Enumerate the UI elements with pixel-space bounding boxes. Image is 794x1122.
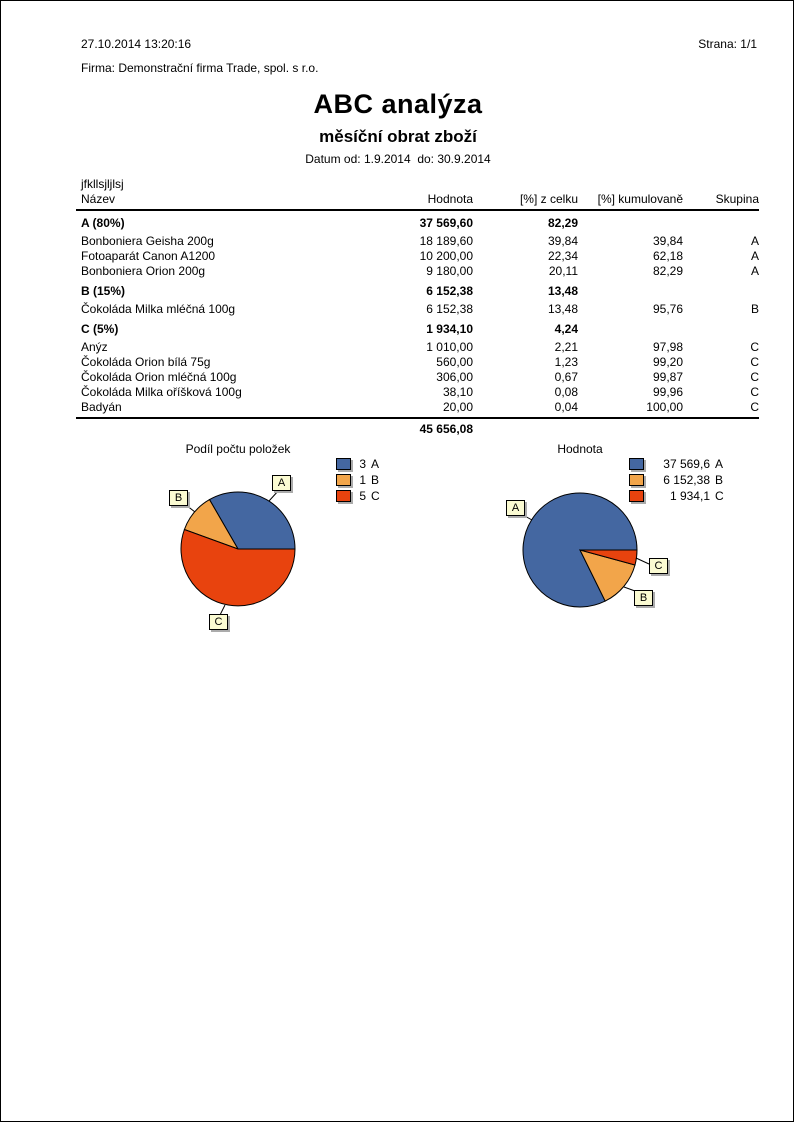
pie-chart-item-count [131,439,441,651]
table-cell: 1 010,00 [426,340,473,354]
chart-title: Podíl počtu položek [185,442,291,456]
pie-chart-canvas [461,439,771,651]
total-value: 45 656,08 [419,422,473,436]
firm-line: Firma: Demonstrační firma Trade, spol. s r.o. [81,61,319,75]
table-cell: 95,76 [652,302,683,316]
report-subtitle: měsíční obrat zboží [319,127,477,146]
table-cell: 100,00 [646,400,683,414]
table-row [76,355,759,370]
legend-swatch [336,458,351,470]
table-row [76,249,759,264]
abc-table [76,177,759,437]
table-cell: C [750,385,759,399]
column-header-nazev: Název [81,192,116,206]
table-cell: Čokoláda Orion bílá 75g [81,355,211,369]
legend-swatch [336,474,351,486]
table-cell: 18 189,60 [419,234,473,248]
table-cell: 38,10 [442,385,473,399]
table-cell: 9 180,00 [426,264,473,278]
report-title: ABC analýza [313,89,483,119]
table-cell: Anýz [81,340,108,354]
callout-label-a: A [272,475,291,491]
table-row [76,302,759,317]
table-cell: 6 152,38 [426,302,473,316]
table-body [76,216,759,415]
table-cell: 10 200,00 [419,249,473,263]
legend-swatch [629,490,644,502]
table-cell: 82,29 [652,264,683,278]
table-row [76,234,759,249]
table-cell: 1,23 [554,355,578,369]
legend-swatch [629,474,644,486]
table-cell: 0,67 [554,370,578,384]
table-cell: 13,48 [547,302,578,316]
callout-line [186,505,195,512]
table-cell: Čokoláda Milka mléčná 100g [81,302,236,316]
legend-value: 1 [359,473,366,487]
callout-label-c: C [649,558,668,574]
table-cell: 560,00 [436,355,473,369]
table-cell: 0,04 [554,400,578,414]
legend-item [629,456,724,472]
column-header-hodnota: Hodnota [427,192,473,206]
table-cell: 37 569,60 [419,216,473,230]
legend-group: C [715,489,724,503]
table-cell: Badyán [81,400,122,414]
table-cell: 97,98 [652,340,683,354]
legend-swatch [629,458,644,470]
table-cell [683,322,759,337]
table-cell: 99,96 [652,385,683,399]
table-cell: C [750,370,759,384]
legend-item [336,488,380,504]
table-cell: 306,00 [436,370,473,384]
table-row [76,385,759,400]
table-cell: 82,29 [547,216,578,230]
table-row [76,264,759,279]
table-cell: Bonboniera Orion 200g [81,264,206,278]
table-row [76,400,759,415]
callout-label-a: A [506,500,525,516]
total-spacer [76,422,366,437]
page-number: Strana: 1/1 [698,37,757,51]
table-cell: 4,24 [554,322,578,336]
callout-label-b: B [634,590,653,606]
report-header [81,37,757,51]
table-cell: 39,84 [652,234,683,248]
table-cell: 2,21 [554,340,578,354]
table-cell: C (5%) [81,322,119,336]
legend-group: A [371,457,380,471]
table-cell: 0,08 [554,385,578,399]
table-cell: 22,34 [547,249,578,263]
table-cell: Čokoláda Milka oříšková 100g [81,385,242,399]
legend-item [629,488,724,504]
legend-group: B [371,473,380,487]
table-cell [683,284,759,299]
table-cell: C [750,355,759,369]
pie-chart-canvas [131,439,441,651]
table-row [76,340,759,355]
legend-item [336,456,380,472]
table-cell: A [750,234,759,248]
table-header [76,192,759,211]
table-cell: 20,11 [548,264,578,278]
chart-legend [336,456,380,504]
legend-value: 3 [359,457,366,471]
table-cell: A [750,264,759,278]
table-cell: C [750,400,759,414]
table-cell: 20,00 [442,400,473,414]
column-header-kumulovane: [%] kumulovaně [597,192,683,206]
table-cell: A [750,249,759,263]
legend-group: B [715,473,724,487]
legend-item [336,472,380,488]
table-row [76,216,759,231]
table-cell: 39,84 [547,234,578,248]
column-header-z-celku: [%] z celku [519,192,578,206]
table-cell: 99,87 [652,370,683,384]
legend-group: A [715,457,724,471]
chart-title: Hodnota [557,442,603,456]
table-row [76,284,759,299]
legend-group: C [371,489,380,503]
table-cell: Fotoaparát Canon A1200 [81,249,216,263]
table-cell: B (15%) [81,284,126,298]
chart-legend [629,456,724,504]
callout-label-c: C [209,614,228,630]
pie-chart-value [461,439,771,651]
table-total-row [76,417,759,437]
table-cell: Bonboniera Geisha 200g [81,234,214,248]
legend-swatch [336,490,351,502]
table-cell [578,322,683,337]
table-row [76,322,759,337]
table-cell: C [750,340,759,354]
legend-item [629,472,724,488]
table-cell: 62,18 [652,249,683,263]
report-datetime: 27.10.2014 13:20:16 [81,37,192,51]
table-cell: 1 934,10 [426,322,473,336]
column-header-skupina: Skupina [715,192,759,206]
legend-value: 6 152,38 [663,473,710,487]
table-cell: 6 152,38 [426,284,473,298]
table-cell: B [750,302,759,316]
table-cell: 99,20 [652,355,683,369]
filter-note: jfkllsjljlsj [81,177,124,191]
legend-value: 37 569,6 [663,457,710,471]
table-cell [683,216,759,231]
callout-line [636,558,649,564]
table-cell [578,216,683,231]
table-cell: Čokoláda Orion mléčná 100g [81,370,237,384]
date-range: Datum od: 1.9.2014 do: 30.9.2014 [305,152,491,166]
legend-value: 5 [359,489,366,503]
table-cell: 13,48 [547,284,578,298]
callout-line [269,490,279,501]
legend-value: 1 934,1 [669,489,710,503]
table-cell [578,284,683,299]
callout-label-b: B [169,490,188,506]
table-cell: A (80%) [81,216,125,230]
table-row [76,370,759,385]
